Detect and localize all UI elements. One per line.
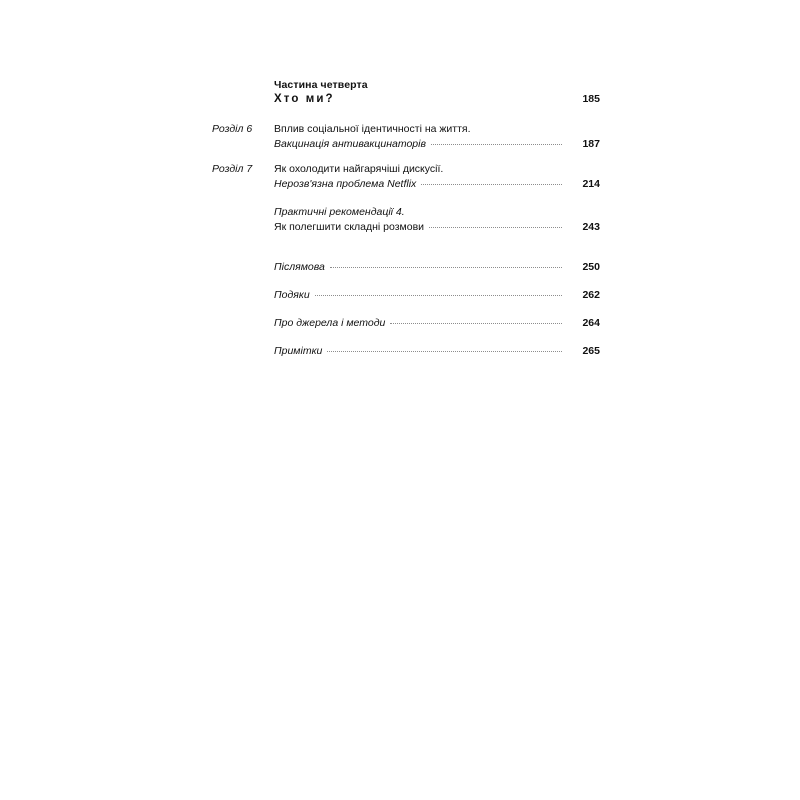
toc-chapter-line1-text bbox=[274, 162, 566, 176]
toc-chapter-line2-row bbox=[212, 177, 600, 191]
back-matter-text bbox=[274, 344, 566, 358]
toc-chapter-block[interactable] bbox=[212, 162, 600, 191]
leader-dots bbox=[327, 351, 562, 352]
back-matter-title: Подяки bbox=[274, 289, 310, 302]
back-matter-page-number: 250 bbox=[582, 261, 600, 274]
leader-dots bbox=[421, 184, 562, 185]
toc-chapter-block[interactable] bbox=[212, 122, 600, 151]
back-matter-page-number: 262 bbox=[582, 289, 600, 302]
toc-practice-line2-row bbox=[212, 220, 600, 234]
toc-practice-line1-text bbox=[274, 205, 566, 219]
toc-entry-afterword[interactable] bbox=[212, 260, 600, 274]
leader-dots bbox=[390, 323, 562, 324]
toc-chapter-line1-row bbox=[212, 162, 600, 176]
toc-chapter-line2-text bbox=[274, 177, 566, 191]
leader-dots bbox=[429, 227, 562, 228]
chapter-title-line1: Вплив соціальної ідентичності на життя. bbox=[274, 123, 471, 136]
leader-dots bbox=[330, 267, 562, 268]
practice-title-line2: Як полегшити складні розмови bbox=[274, 220, 425, 233]
part-title: Хто ми? bbox=[274, 93, 335, 106]
chapter-page-number: 187 bbox=[582, 137, 600, 150]
chapter-label: Розділ 7 bbox=[212, 163, 253, 176]
practice-title-line1: Практичні рекомендації 4. bbox=[274, 206, 405, 219]
toc-part-block bbox=[212, 78, 600, 108]
toc-practice-line1-row bbox=[212, 205, 600, 219]
chapter-page-number: 214 bbox=[582, 177, 600, 190]
chapter-title-line1: Як охолодити найгарячіші дискусії. bbox=[274, 163, 444, 176]
back-matter-text bbox=[274, 316, 566, 330]
toc-entry-notes[interactable] bbox=[212, 344, 600, 358]
table-of-contents bbox=[212, 78, 600, 372]
toc-part-label-row bbox=[212, 78, 600, 92]
toc-practice-block[interactable] bbox=[212, 205, 600, 234]
leader-dots bbox=[315, 295, 562, 296]
toc-part-label-text bbox=[274, 78, 566, 92]
back-matter-title: Про джерела і методи bbox=[274, 317, 386, 330]
toc-chapter-line2-row bbox=[212, 137, 600, 151]
back-matter-title: Післямова bbox=[274, 261, 325, 274]
toc-chapter-line1-row bbox=[212, 122, 600, 136]
toc-entry-sources-and-methods[interactable] bbox=[212, 316, 600, 330]
toc-part-title-row[interactable] bbox=[212, 92, 600, 108]
chapter-label: Розділ 6 bbox=[212, 123, 253, 136]
chapter-subtitle-line2: Нерозв'язна проблема Netflix bbox=[274, 177, 417, 190]
toc-chapter-line2-text bbox=[274, 137, 566, 151]
toc-entry-acknowledgements[interactable] bbox=[212, 288, 600, 302]
toc-back-matter bbox=[212, 260, 600, 358]
part-label: Частина четверта bbox=[274, 79, 368, 91]
back-matter-text bbox=[274, 260, 566, 274]
leader-dots bbox=[431, 144, 562, 145]
toc-part-title-text bbox=[274, 92, 566, 108]
back-matter-page-number: 265 bbox=[582, 345, 600, 358]
toc-practice-line2-text bbox=[274, 220, 566, 234]
practice-page-number: 243 bbox=[582, 220, 600, 233]
back-matter-page-number: 264 bbox=[582, 317, 600, 330]
chapter-subtitle-line2: Вакцинація антивакцинаторів bbox=[274, 137, 426, 150]
back-matter-title: Примітки bbox=[274, 345, 323, 358]
toc-chapter-line1-text bbox=[274, 122, 566, 136]
back-matter-text bbox=[274, 288, 566, 302]
part-page-number: 185 bbox=[582, 93, 600, 106]
